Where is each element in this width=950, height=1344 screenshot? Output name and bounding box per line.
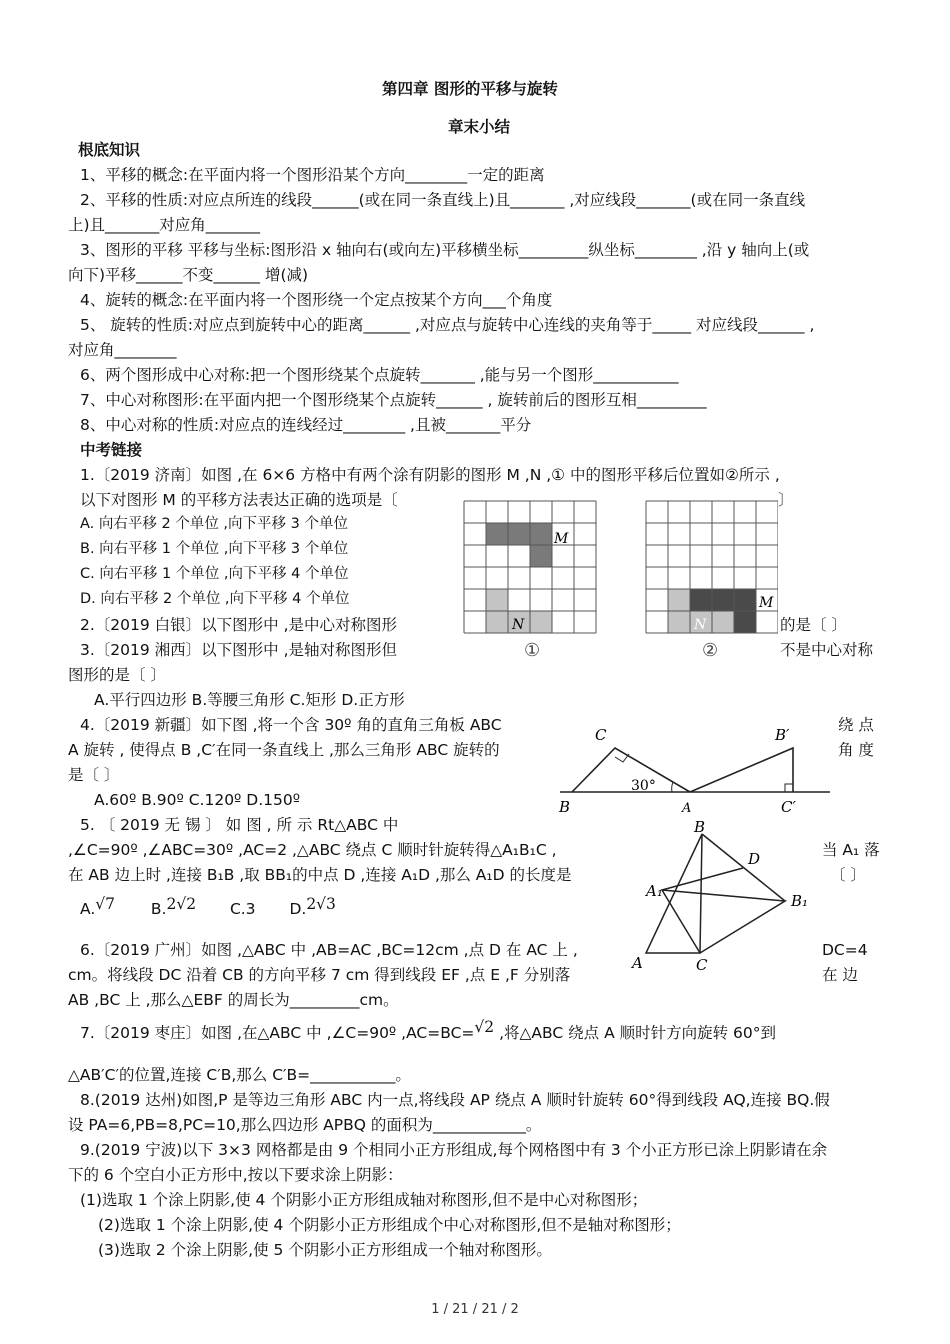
angle-arc — [672, 782, 673, 792]
q1-grid-figures — [458, 496, 778, 660]
q3-right: 不是中心对称 — [780, 641, 874, 659]
q3-left: 3.〔2019 湘西〕以下图形中 ,是轴对称图形但 — [80, 641, 398, 659]
q4-line-1: 4.〔2019 新疆〕如下图 ,将一个含 30º 角的直角三角板 ABC — [80, 716, 502, 734]
q5-line-3-right: 〔 〕 — [830, 866, 866, 884]
section-exam-heading: 中考链接 — [80, 441, 143, 459]
q6-line-2-right: 在 边 — [822, 966, 858, 984]
q5-option-a: A. — [80, 900, 96, 918]
q4-line-3: 是〔 〕 — [68, 766, 120, 784]
q5-rotation-figure — [610, 818, 810, 978]
triangle-ab-c — [690, 748, 793, 792]
q3-line-2: 图形的是〔 〕 — [68, 666, 166, 684]
q9-sub-2: (2)选取 1 个涂上阴影,使 4 个阴影小正方形组成个中心对称图形,但不是轴对称图形； — [98, 1216, 681, 1234]
basic-line-2: 2、平移的性质:对应点所连的线段______(或在同一条直线上)且_______ ,对应线段_______(或在同一条直线 — [80, 191, 806, 209]
segment-a1d — [662, 868, 743, 890]
segment-a1b1 — [662, 890, 785, 901]
shape-m-top — [486, 523, 552, 545]
grid-figure-1 — [464, 501, 596, 660]
label-c: C — [696, 956, 708, 974]
q1-option-d: D. 向右平移 2 个单位 ,向下平移 4 个单位 — [80, 591, 350, 607]
page-subtitle: 章末小结 — [448, 118, 511, 136]
basic-line-8: 8、中心对称的性质:对应点的连线经过________ ,且被_______平分 — [80, 416, 532, 434]
label-n2: N — [694, 617, 707, 633]
shape-n-top — [486, 589, 508, 611]
q5-option-b-value: 2√2 — [166, 895, 197, 913]
label-c: C — [595, 726, 607, 744]
q1-bracket: 〕 — [778, 491, 794, 509]
basic-line-4: 4、旋转的概念:在平面内将一个图形绕一个定点按某个方向___个角度 — [80, 291, 553, 309]
q7-sqrt-value: √2 — [474, 1018, 495, 1036]
q5-option-c: C.3 — [229, 900, 256, 918]
q1-option-a: A. 向右平移 2 个单位 ,向下平移 3 个单位 — [80, 516, 348, 532]
q9-sub-1: (1)选取 1 个涂上阴影,使 4 个阴影小正方形组成轴对称图形,但不是中心对称图形； — [80, 1191, 648, 1209]
q4-options: A.60º B.90º C.120º D.150º — [94, 791, 301, 809]
basic-line-7: 7、中心对称图形:在平面内把一个图形绕某个点旋转______ , 旋转前后的图形互相_________ — [80, 391, 707, 409]
shape-m-bottom — [530, 545, 552, 567]
q1-option-b: B. 向右平移 1 个单位 ,向下平移 3 个单位 — [80, 541, 349, 557]
q7-line-1-text: 7.〔2019 枣庄〕如图 ,在△ABC 中 ,∠C=90º ,AC=BC= — [80, 1024, 475, 1042]
q5-line-1: 5. 〔 2019 无 锡 〕 如 图 , 所 示 Rt△ABC 中 — [80, 816, 399, 834]
basic-line-5: 5、 旋转的性质:对应点到旋转中心的距离______ ,对应点与旋转中心连线的夹角等于_____ 对应线段______ , — [80, 316, 815, 334]
grid-figure-2 — [646, 501, 778, 660]
page-title: 第四章 图形的平移与旋转 — [382, 80, 558, 98]
section-basic-heading: 根底知识 — [78, 141, 141, 159]
q5-option-a-value: √7 — [95, 895, 116, 913]
label-n: N — [512, 617, 525, 633]
q6-line-3: AB ,BC 上 ,那么△EBF 的周长为_________cm。 — [68, 991, 399, 1009]
label-a: A — [632, 954, 643, 972]
q8-line-1: 8.(2019 达州)如图,P 是等边三角形 ABC 内一点,将线段 AP 绕点 A 顺时针旋转 60°得到线段 AQ,连接 BQ.假 — [80, 1091, 830, 1109]
page-footer: 1 / 21 / 21 / 2 — [431, 1302, 519, 1317]
shape-n2-top — [668, 589, 690, 611]
q1-line-1: 1.〔2019 济南〕如图 ,在 6×6 方格中有两个涂有阴影的图形 M ,N ,① 中的图形平移后位置如②所示 , — [80, 466, 780, 484]
label-a1: A₁ — [646, 882, 663, 900]
label-a: A — [682, 801, 692, 816]
q5-line-2-right: 当 A₁ 落 — [822, 841, 880, 859]
q5-option-d: D. — [289, 900, 307, 918]
q7-line-1 — [80, 1018, 777, 1044]
label-angle: 30° — [631, 778, 656, 794]
q5-option-b: B. — [150, 900, 167, 918]
basic-line-3: 3、图形的平移 平移与坐标:图形沿 x 轴向右(或向左)平移横坐标_________纵坐标________ ,沿 y 轴向上(或 — [80, 241, 810, 259]
q5-line-3: 在 AB 边上时 ,连接 B₁B ,取 BB₁的中点 D ,连接 A₁D ,那么 A₁D 的长度是 — [68, 866, 572, 884]
q2-right: 的是〔 〕 — [780, 616, 847, 634]
basic-line-6: 6、两个图形成中心对称:把一个图形绕某个点旋转_______ ,能与另一个图形___________ — [80, 366, 679, 384]
q9-line-2: 下的 6 个空白小正方形中,按以下要求涂上阴影： — [68, 1166, 403, 1184]
q4-triangle-figure — [545, 712, 835, 820]
label-m: M — [554, 531, 569, 547]
q1-line-2: 以下对图形 M 的平移方法表达正确的选项是〔 — [80, 491, 398, 509]
basic-line-5b: 对应角________ — [68, 341, 177, 359]
q6-line-1: 6.〔2019 广州〕如图 ,△ABC 中 ,AB=AC ,BC=12cm ,点 D 在 AC 上 , — [80, 941, 578, 959]
q1-option-c: C. 向右平移 1 个单位 ,向下平移 4 个单位 — [80, 566, 349, 582]
q5-option-d-value: 2√3 — [306, 895, 336, 913]
basic-line-2b: 上)且_______对应角_______ — [68, 216, 261, 234]
q9-line-1: 9.(2019 宁波)以下 3×3 网格都是由 9 个相同小正方形组成,每个网格图中有 3 个小正方形已涂上阴影请在余 — [80, 1141, 828, 1159]
q6-line-2: cm。将线段 DC 沿着 CB 的方向平移 7 cm 得到线段 EF ,点 E ,F 分别落 — [68, 966, 571, 984]
basic-line-3b: 向下)平移______不变______ 增(减) — [68, 266, 309, 284]
label-b: B — [694, 818, 706, 836]
q6-line-1-right: DC=4 — [822, 941, 868, 959]
q5-line-2: ,∠C=90º ,∠ABC=30º ,AC=2 ,△ABC 绕点 C 顺时针旋转得△A₁B₁C , — [68, 841, 557, 859]
label-c-prime: C′ — [781, 798, 796, 816]
q3-options: A.平行四边形 B.等腰三角形 C.矩形 D.正方形 — [94, 691, 405, 709]
shape-m2-top — [690, 589, 756, 611]
label-b: B — [559, 798, 571, 816]
label-b1: B₁ — [791, 892, 809, 910]
q7-line-2: △AB′C′的位置,连接 C′B,那么 C′B=___________。 — [68, 1066, 411, 1084]
q8-line-2: 设 PA=6,PB=8,PC=10,那么四边形 APBQ 的面积为____________。 — [68, 1116, 542, 1134]
q4-line-2-right: 角 度 — [838, 741, 874, 759]
basic-line-1: 1、平移的概念:在平面内将一个图形沿某个方向________一定的距离 — [80, 166, 545, 184]
label-d: D — [748, 850, 761, 868]
right-angle-mark-c-prime — [785, 784, 793, 792]
q5-options — [80, 895, 336, 920]
segment-bb1 — [702, 834, 785, 901]
q4-line-2: A 旋转 , 使得点 B ,C′在同一条直线上 ,那么三角形 ABC 旋转的 — [68, 741, 500, 759]
shape-m2-bottom — [734, 611, 756, 633]
figure-1-label: ① — [524, 640, 541, 660]
q4-line-1-right: 绕 点 — [838, 716, 874, 734]
figure-2-label: ② — [702, 640, 719, 660]
q2-left: 2.〔2019 白银〕以下图形中 ,是中心对称图形 — [80, 616, 398, 634]
q9-sub-3: (3)选取 2 个涂上阴影,使 5 个阴影小正方形组成一个轴对称图形。 — [98, 1241, 552, 1259]
label-b-prime: B′ — [775, 726, 790, 744]
q7-line-1-text-b: ,将△ABC 绕点 A 顺时针方向旋转 60°到 — [494, 1024, 777, 1042]
label-m2: M — [759, 595, 774, 611]
